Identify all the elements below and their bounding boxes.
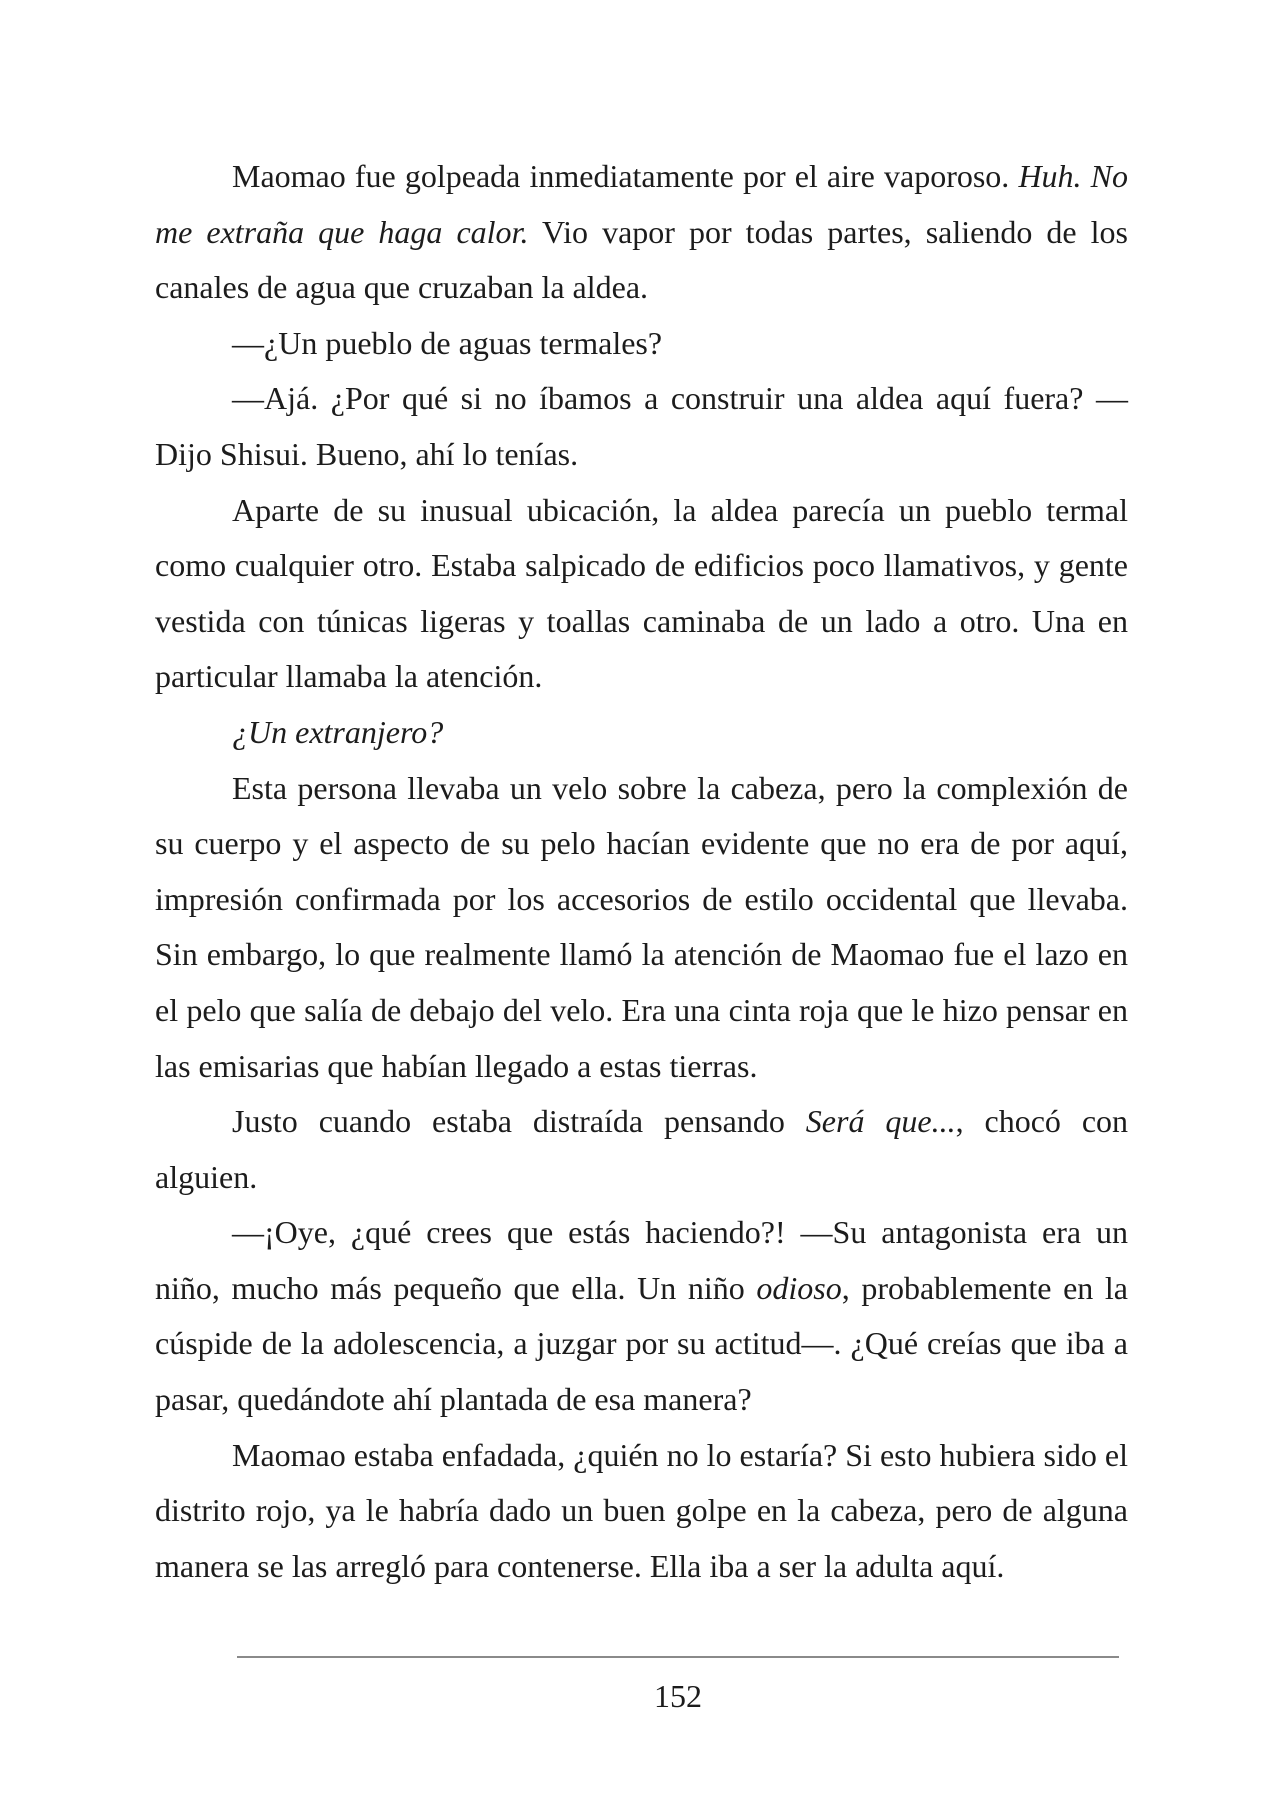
text-segment: Justo cuando estaba distraída pensando [232, 1103, 806, 1140]
italic-text: Huh. No me extraña que haga calor. [155, 158, 1129, 250]
text-segment: Maomao fue golpeada inmediatamente por el aire vaporoso. [232, 158, 1019, 194]
italic-text: odioso [756, 1269, 842, 1306]
text-segment: —¿Un pueblo de aguas termales? [232, 324, 663, 361]
text-segment: —¡Oye, ¿qué crees que estás haciendo?! —Su antagonista era un niño, mucho más pequeño que ella. Un niño [155, 1214, 1128, 1306]
text-segment: Maomao estaba enfadada, ¿quién no lo estaría? Si esto hubiera sido el distrito rojo, ya le habría dado un buen golpe en la cabeza, pero de alguna manera se las arregló para contenerse. Ella iba a ser la adulta aquí. [155, 1436, 1128, 1584]
paragraph [155, 1205, 1128, 1427]
paragraph [155, 1094, 1128, 1205]
paragraph [155, 1428, 1128, 1595]
paragraph [155, 371, 1128, 482]
paragraph [155, 761, 1128, 1095]
text-segment: Aparte de su inusual ubicación, la aldea parecía un pueblo termal como cualquier otro. Estaba salpicado de edificios poco llamativos, y gente vestida con túnicas ligeras y toallas caminaba de un lado a otro. Una en particular llamaba la atención. [155, 491, 1128, 695]
paragraph [155, 316, 1128, 372]
paragraph [155, 705, 1128, 761]
italic-text: Será que... [805, 1103, 956, 1140]
text-segment: Esta persona llevaba un velo sobre la cabeza, pero la complexión de su cuerpo y el aspecto de su pelo hacían evidente que no era de por aquí, impresión confirmada por los accesorios de estilo occidental que llevaba. Sin embargo, lo que realmente llamó la atención de Maomao fue el lazo en el pelo que salía de debajo del velo. Era una cinta roja que le hizo pensar en las emisarias que habían llegado a estas tierras. [155, 769, 1128, 1084]
text-segment: , probablemente en la cúspide de la adolescencia, a juzgar por su actitud—. ¿Qué creías que iba a pasar, quedándote ahí plantada de esa manera? [155, 1269, 1129, 1418]
paragraph [155, 149, 1128, 316]
italic-text: ¿Un extranjero? [232, 713, 444, 750]
text-segment: —Ajá. ¿Por qué si no íbamos a construir una aldea aquí fuera? —Dijo Shisui. Bueno, ahí lo tenías. [155, 380, 1128, 472]
body-text [155, 149, 1128, 1594]
page-number: 152 [654, 1678, 702, 1714]
paragraph [155, 483, 1128, 705]
text-segment: , chocó con alguien. [155, 1103, 1129, 1195]
text-segment: Vio vapor por todas partes, saliendo de los canales de agua que cruzaban la aldea. [155, 213, 1129, 306]
footer-divider [237, 1656, 1119, 1658]
